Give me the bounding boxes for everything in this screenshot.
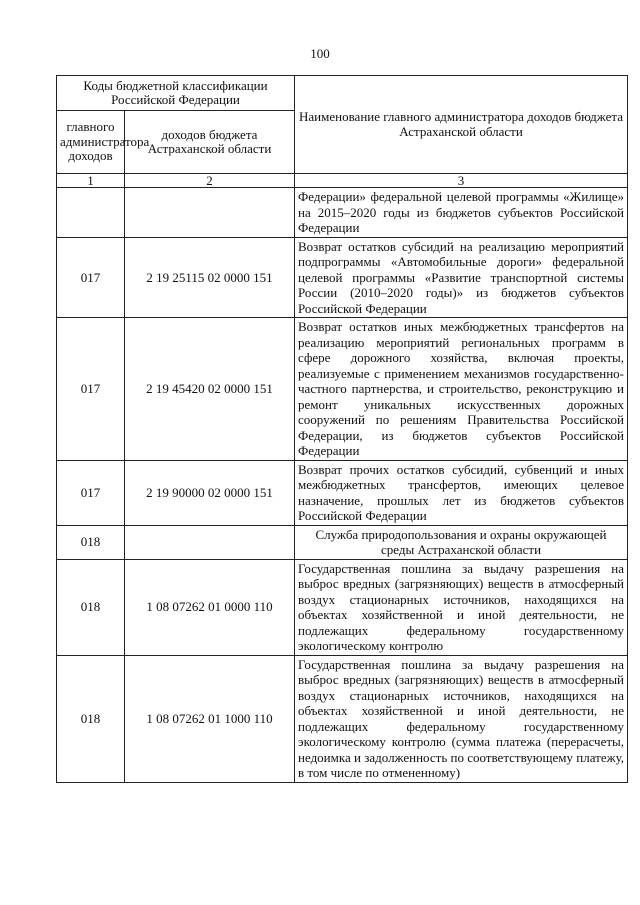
table-row [57,188,628,238]
admin-code-cell: 018 [57,655,125,782]
header-num-3: 3 [295,174,628,188]
table-row [57,559,628,655]
income-code-cell: 2 19 90000 02 0000 151 [125,460,295,525]
name-cell: Возврат остатков субсидий на реализацию мероприятий подпрограммы «Автомобильные дороги» федеральной целевой программы «Развитие транспортной системы России (2010–2020 годы)» из бюджетов субъектов Российской Федерации [295,237,628,318]
table-row [57,655,628,782]
section-title-cell: Служба природопользования и охраны окружающей среды Астраханской области [295,525,628,559]
name-cell: Возврат прочих остатков субсидий, субвенций и иных межбюджетных трансфертов, имеющих целевое назначение, прошлых лет из бюджетов субъектов Российской Федерации [295,460,628,525]
income-code-cell: 2 19 25115 02 0000 151 [125,237,295,318]
table-row [57,460,628,525]
header-col1-title: главного администратора доходов [57,111,125,174]
header-group-title: Коды бюджетной классификации Российской Федерации [57,76,295,111]
table-row-section-heading [57,525,628,559]
name-cell: Государственная пошлина за выдачу разрешения на выброс вредных (загрязняющих) веществ в атмосферный воздух стационарных источников, находящихся на объектах хозяйственной и иной деятельности, не подлежащих федеральному государственному экологическому контролю (сумма платежа (перерасчеты, недоимка и задолженность по соответствующему платежу, в том числе по отмененному) [295,655,628,782]
header-col3-title: Наименование главного администратора доходов бюджета Астраханской области [295,76,628,174]
header-row-numbers [57,174,628,188]
admin-code-cell [57,188,125,238]
header-col2-title: доходов бюджета Астраханской области [125,111,295,174]
admin-code-cell: 017 [57,237,125,318]
admin-code-cell: 017 [57,318,125,461]
income-code-cell: 1 08 07262 01 1000 110 [125,655,295,782]
name-cell: Возврат остатков иных межбюджетных трансфертов на реализацию мероприятий региональных программ в сфере дорожного хозяйства, включая проекты, реализуемые с применением механизмов государственно-частного партнерства, и строительство, реконструкцию и ремонт уникальных искусственных дорожных сооружений по решениям Правительства Российской Федерации, из бюджетов субъектов Российской Федерации [295,318,628,461]
name-cell: Федерации» федеральной целевой программы «Жилище» на 2015–2020 годы из бюджетов субъектов Российской Федерации [295,188,628,238]
income-code-cell [125,525,295,559]
admin-code-cell: 018 [57,525,125,559]
name-cell: Государственная пошлина за выдачу разрешения на выброс вредных (загрязняющих) веществ в атмосферный воздух стационарных источников, находящихся на объектах хозяйственной и иной деятельности, не подлежащих федеральному государственному экологическому контролю [295,559,628,655]
table-row [57,318,628,461]
income-code-cell [125,188,295,238]
budget-classification-table [56,75,628,783]
page-number: 100 [310,46,330,61]
income-code-cell: 1 08 07262 01 0000 110 [125,559,295,655]
income-code-cell: 2 19 45420 02 0000 151 [125,318,295,461]
table-row [57,237,628,318]
header-row-group [57,76,628,111]
admin-code-cell: 018 [57,559,125,655]
header-num-2: 2 [125,174,295,188]
admin-code-cell: 017 [57,460,125,525]
header-num-1: 1 [57,174,125,188]
